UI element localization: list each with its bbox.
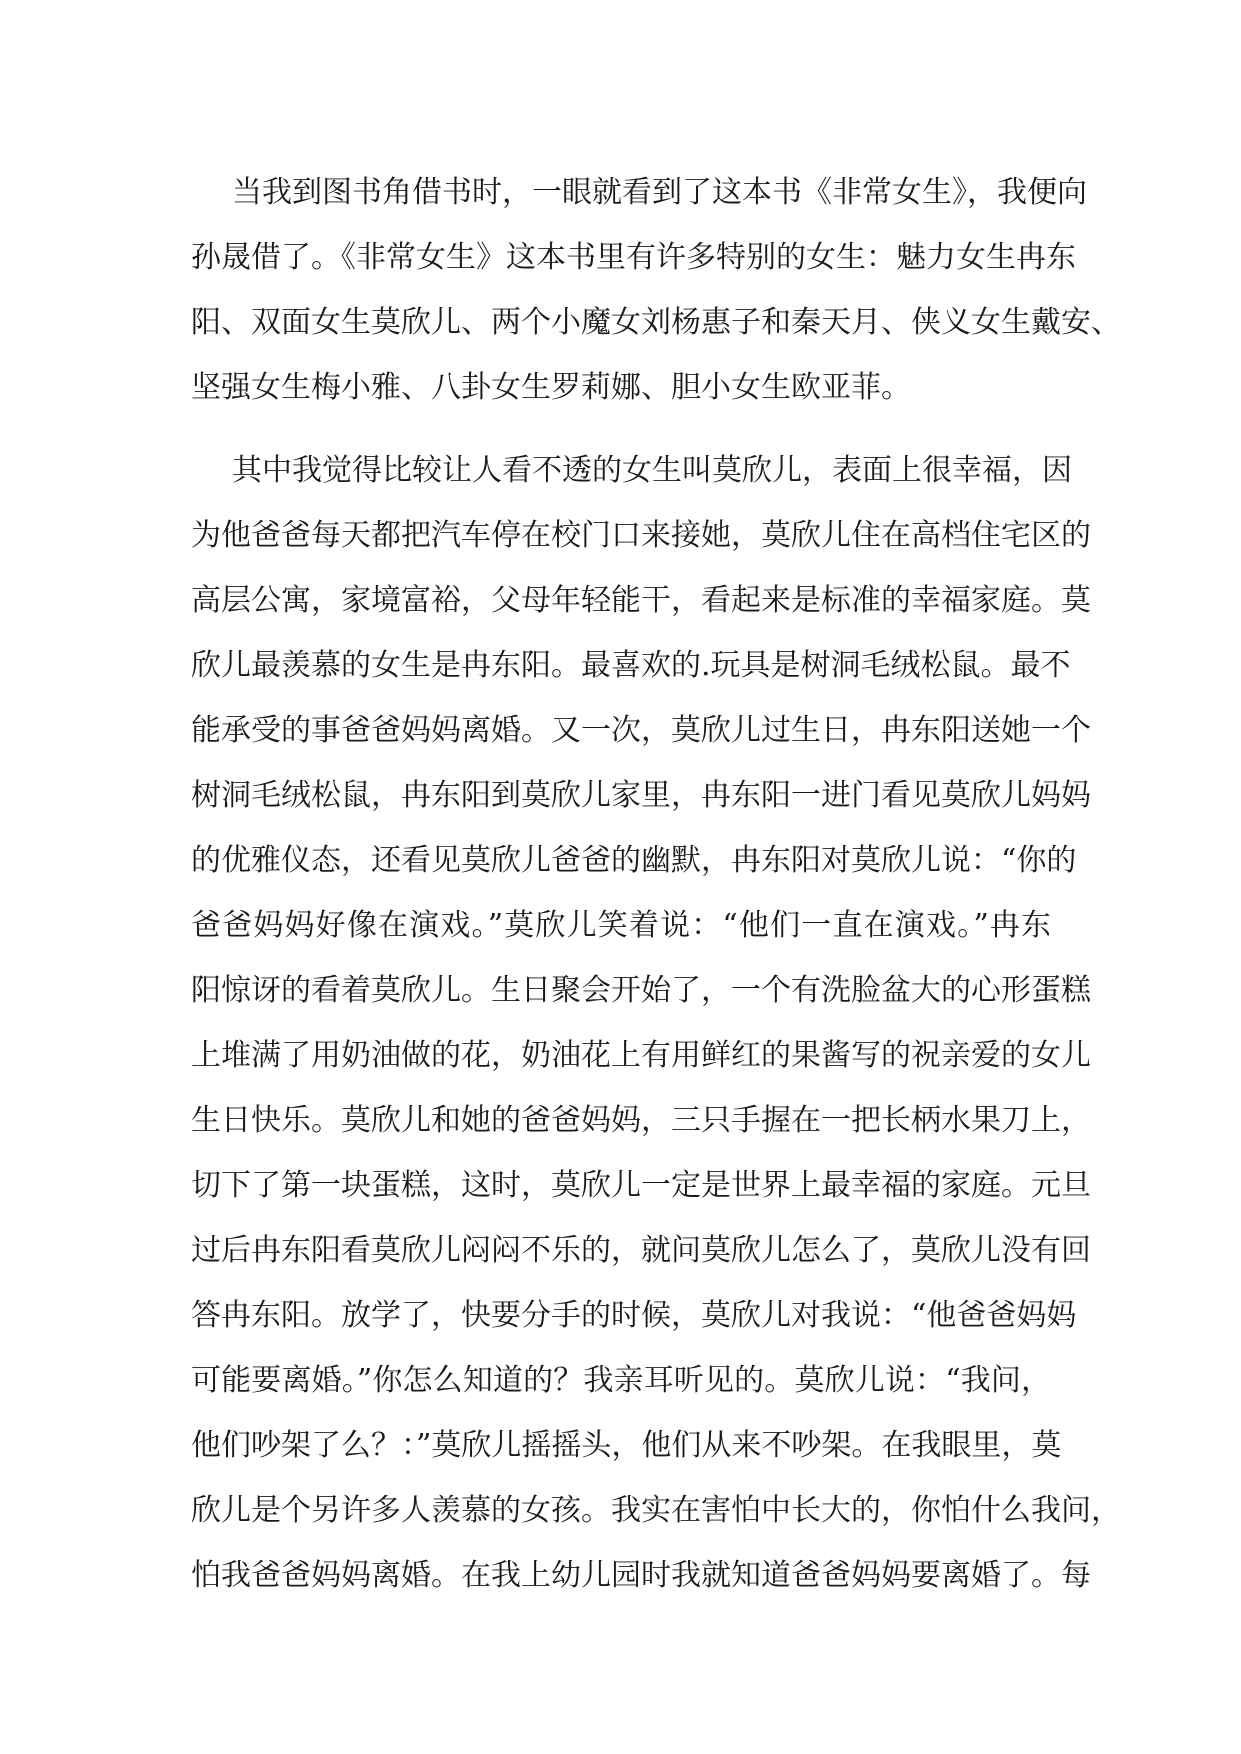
- paragraph-line: 可能要离婚。”你怎么知道的？我亲耳听见的。莫欣儿说：“我问，: [191, 1363, 1051, 1398]
- paragraph-line: 的优雅仪态，还看见莫欣儿爸爸的幽默，冉东阳对莫欣儿说：“你的: [191, 843, 1077, 878]
- paragraph-line: 阳惊讶的看着莫欣儿。生日聚会开始了，一个有洗脸盆大的心形蛋糕: [191, 973, 1091, 1008]
- paragraph-line: 过后冉东阳看莫欣儿闷闷不乐的，就问莫欣儿怎么了，莫欣儿没有回: [191, 1233, 1091, 1268]
- paragraph-line: 生日快乐。莫欣儿和她的爸爸妈妈，三只手握在一把长柄水果刀上，: [191, 1103, 1091, 1138]
- paragraph-line: 欣儿是个另许多人羡慕的女孩。我实在害怕中长大的，你怕什么我问，: [191, 1493, 1121, 1528]
- paragraph-line: 为他爸爸每天都把汽车停在校门口来接她，莫欣儿住在高档住宅区的: [191, 518, 1091, 553]
- paragraph-1: [191, 160, 1121, 420]
- paragraph-line: 怕我爸爸妈妈离婚。在我上幼儿园时我就知道爸爸妈妈要离婚了。每: [191, 1558, 1091, 1593]
- paragraph-line: 上堆满了用奶油做的花，奶油花上有用鲜红的果酱写的祝亲爱的女儿: [191, 1038, 1091, 1073]
- paragraph-line: 坚强女生梅小雅、八卦女生罗莉娜、胆小女生欧亚菲。: [191, 370, 911, 405]
- paragraph-line: 当我到图书角借书时，一眼就看到了这本书《非常女生》，我便向: [232, 175, 1087, 210]
- paragraph-line: 孙晟借了。《非常女生》这本书里有许多特别的女生：魅力女生冉东: [191, 240, 1076, 275]
- paragraph-line: 树洞毛绒松鼠，冉东阳到莫欣儿家里，冉东阳一进门看见莫欣儿妈妈: [191, 778, 1091, 813]
- paragraph-line: 爸爸妈妈好像在演戏。”莫欣儿笑着说：“他们一直在演戏。”冉东: [191, 908, 1051, 943]
- paragraph-line: 切下了第一块蛋糕，这时，莫欣儿一定是世界上最幸福的家庭。元旦: [191, 1168, 1091, 1203]
- paragraph-line: 他们吵架了么？：”莫欣儿摇摇头，他们从来不吵架。在我眼里，莫: [191, 1428, 1062, 1463]
- paragraph-2: [191, 438, 1121, 1608]
- document-body: [191, 160, 1121, 1608]
- paragraph-line: 答冉东阳。放学了，快要分手的时候，莫欣儿对我说：“他爸爸妈妈: [191, 1298, 1077, 1333]
- paragraph-line: 欣儿最羡慕的女生是冉东阳。最喜欢的.玩具是树洞毛绒松鼠。最不: [191, 648, 1071, 683]
- paragraph-line: 其中我觉得比较让人看不透的女生叫莫欣儿，表面上很幸福，因: [232, 453, 1072, 488]
- paragraph-line: 能承受的事爸爸妈妈离婚。又一次，莫欣儿过生日，冉东阳送她一个: [191, 713, 1091, 748]
- paragraph-gap: [191, 420, 1051, 438]
- paragraph-line: 高层公寓，家境富裕，父母年轻能干，看起来是标准的幸福家庭。莫: [191, 583, 1091, 618]
- paragraph-line: 阳、双面女生莫欣儿、两个小魔女刘杨惠子和秦天月、侠义女生戴安、: [191, 305, 1121, 340]
